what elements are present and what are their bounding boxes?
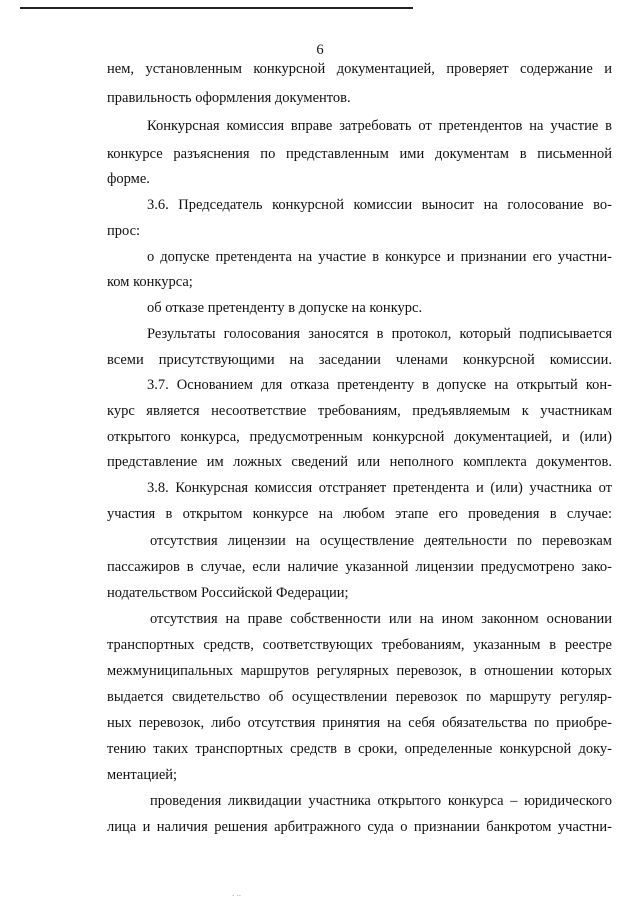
text-line: отсутствия лицензии на осуществление деятельности по перевозкам <box>150 533 612 549</box>
text-line: межмуниципальных маршрутов регулярных перевозок, в отношении которых <box>107 663 612 679</box>
text-line: проведения ликвидации участника открытого конкурса – юридического <box>150 793 612 809</box>
text-line: пассажиров в случае, если наличие указанной лицензии предусмотрено зако- <box>107 559 612 575</box>
text-line: представление им ложных сведений или неполного комплекта документов. <box>107 454 612 470</box>
text-line: выдается свидетельство об осуществлении перевозок по маршруту регуляр- <box>107 689 612 705</box>
text-line: транспортных средств, соответствующих требованиям, указанным в реестре <box>107 637 612 653</box>
scan-marks: . .. <box>232 888 241 898</box>
text-line: 3.6. Председатель конкурсной комиссии выносит на голосование во- <box>147 197 612 213</box>
text-line: нем, установленным конкурсной документацией, проверяет содержание и <box>107 61 612 77</box>
text-line: всеми присутствующими на заседании членами конкурсной комиссии. <box>107 352 612 368</box>
text-line: об отказе претенденту в допуске на конкурс. <box>147 300 423 316</box>
text-line: ных перевозок, либо отсутствия принятия на себя обязательства по приобре- <box>107 715 612 731</box>
text-line: лица и наличия решения арбитражного суда о признании банкротом участни- <box>107 819 612 835</box>
text-line: тению таких транспортных средств в сроки, определенные конкурсной доку- <box>107 741 612 757</box>
text-line: отсутствия на праве собственности или на ином законном основании <box>150 611 612 627</box>
text-line: участия в открытом конкурсе на любом этапе его проведения в случае: <box>107 506 612 522</box>
text-line: ком конкурса; <box>107 274 193 290</box>
text-line: открытого конкурса, предусмотренным конкурсной документацией, и (или) <box>107 429 612 445</box>
text-line: курс является несоответствие требованиям, предъявляемым к участникам <box>107 403 612 419</box>
text-line: о допуске претендента на участие в конкурсе и признании его участни- <box>147 249 612 265</box>
text-line: нодательством Российской Федерации; <box>107 585 349 601</box>
text-line: ментацией; <box>107 767 178 783</box>
text-line: правильность оформления документов. <box>107 90 351 106</box>
text-line: прос: <box>107 223 141 239</box>
page-number: 6 <box>316 42 324 58</box>
text-line: 3.7. Основанием для отказа претенденту в допуске на открытый кон- <box>147 377 612 393</box>
text-line: Результаты голосования заносятся в протокол, который подписывается <box>147 326 612 342</box>
text-line: конкурсе разъяснения по представленным ими документам в письменной <box>107 146 612 162</box>
text-line: форме. <box>107 171 150 187</box>
text-line: Конкурсная комиссия вправе затребовать от претендентов на участие в <box>147 118 612 134</box>
text-line: 3.8. Конкурсная комиссия отстраняет претендента и (или) участника от <box>147 480 612 496</box>
top-rule <box>20 7 413 9</box>
